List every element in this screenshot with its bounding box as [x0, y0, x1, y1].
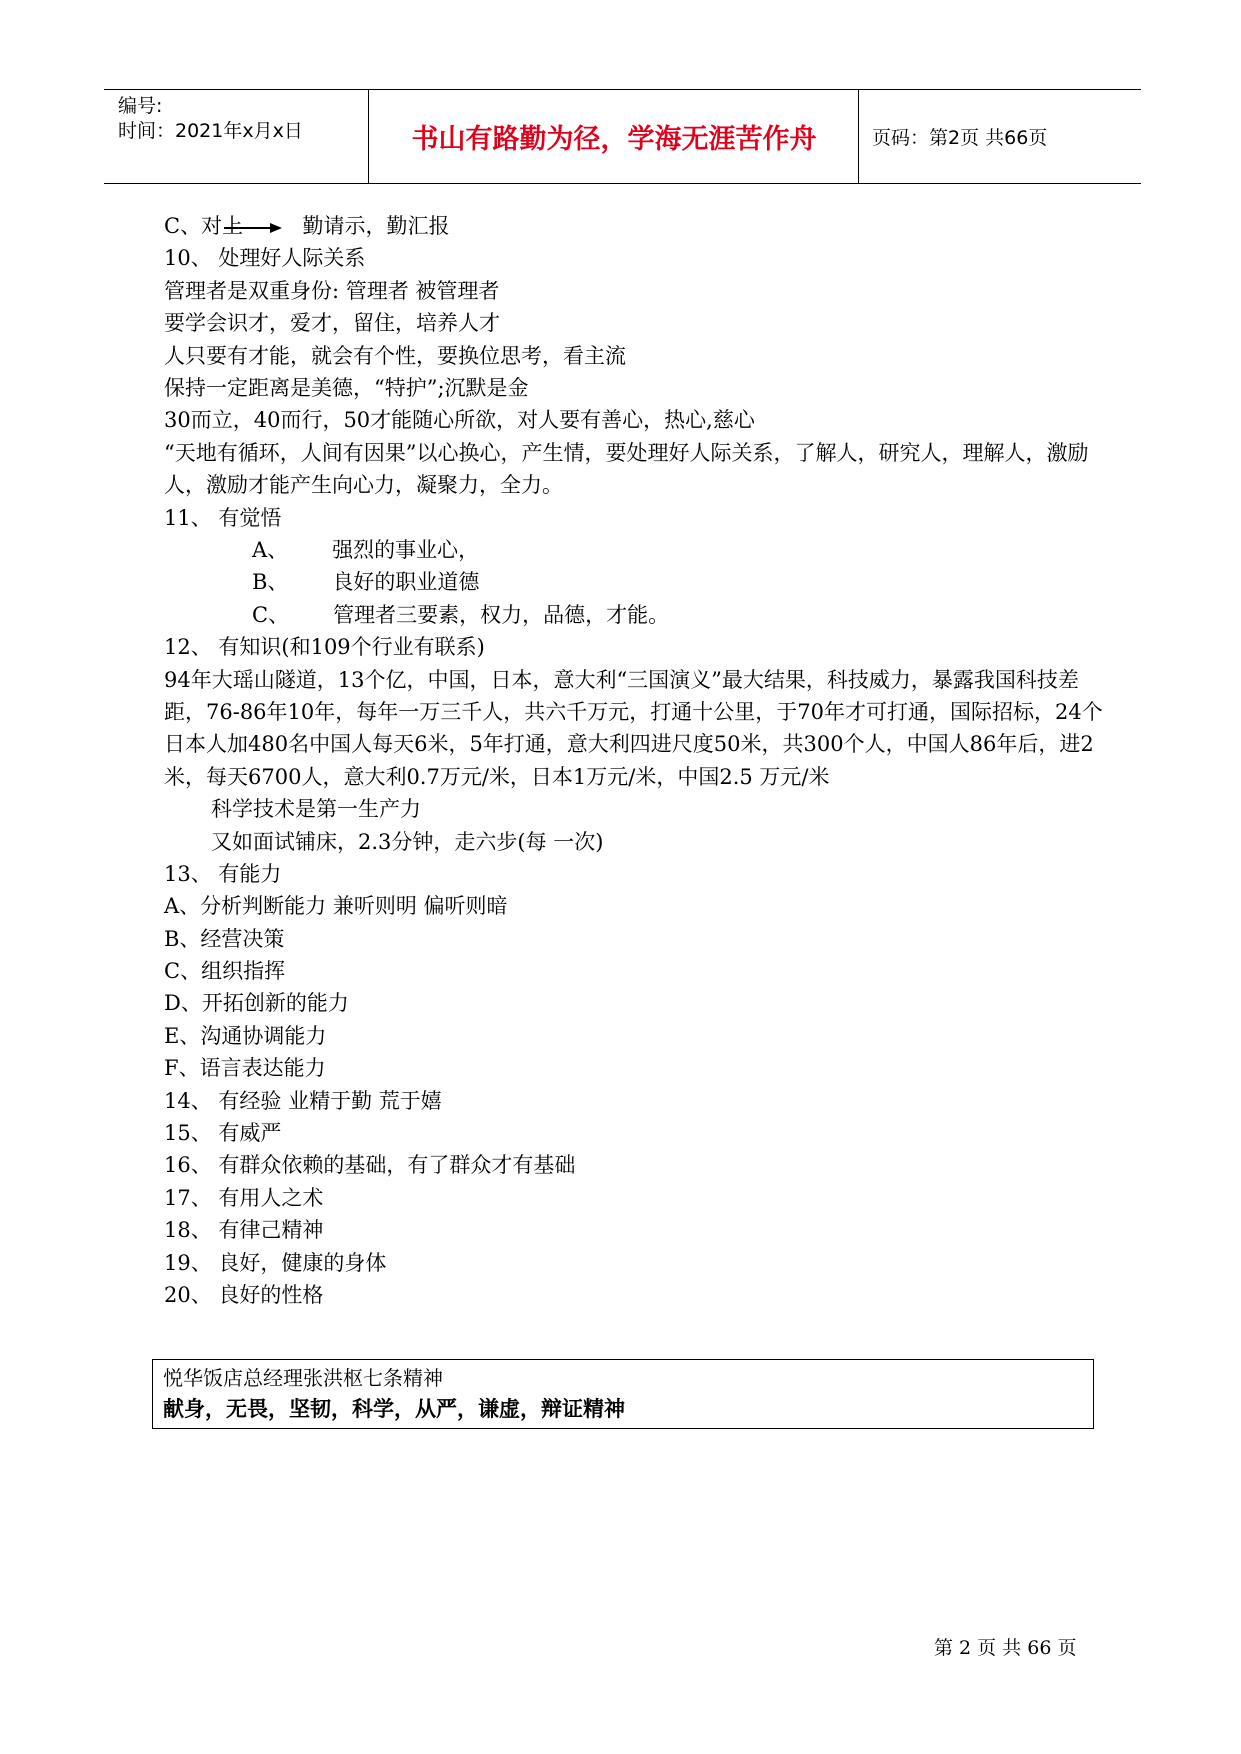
list-item-text: 强烈的事业心， — [332, 537, 480, 562]
section-heading: 12、 有知识(和109个行业有联系) — [164, 635, 485, 660]
time-label: 时间：2021年x月x日 — [118, 120, 303, 142]
section-heading: 19、 良好，健康的身体 — [164, 1250, 387, 1275]
section-heading: 16、 有群众依赖的基础，有了群众才有基础 — [164, 1153, 576, 1178]
section-heading: 13、 有能力 — [164, 861, 282, 886]
section-heading: 15、 有威严 — [164, 1121, 282, 1146]
header-divider — [858, 90, 859, 183]
document-body — [164, 210, 1104, 1311]
list-item: A、分析判断能力 兼听则明 偏听则暗 — [164, 894, 508, 919]
text-line: 30而立，40而行，50才能随心所欲，对人要有善心，热心,慈心 — [164, 408, 755, 433]
box-content: 献身，无畏，坚韧，科学，从严，谦虚，辩证精神 — [163, 1397, 625, 1421]
text-paragraph: “天地有循环，人间有因果”以心换心，产生情，要处理好人际关系，了解人，研究人，理解人，激励人，激励才能产生向心力，凝聚力，全力。 — [164, 440, 1089, 498]
list-item-text: 良好的职业道德 — [332, 570, 480, 595]
header-page-label: 页码：第2页 共66页 — [872, 127, 1048, 149]
section-heading: 10、 处理好人际关系 — [164, 246, 366, 271]
list-item: E、沟通协调能力 — [164, 1023, 327, 1048]
list-item: F、语言表达能力 — [164, 1056, 326, 1081]
text-line: 人只要有才能，就会有个性，要换位思考，看主流 — [164, 343, 626, 368]
section-heading: 11、 有觉悟 — [164, 505, 282, 530]
header-motto: 书山有路勤为径，学海无涯苦作舟 — [411, 124, 817, 155]
line-text: C、对上 — [164, 214, 244, 238]
list-marker: B、 — [252, 570, 289, 595]
text-paragraph: 94年大瑶山隧道，13个亿，中国，日本，意大利“三国演义”最大结果，科技威力，暴露我国科技差距，76-86年10年，每年一万三千人，共六千万元，打通十公里，于70年才可打通，国际招标，24个日本人加480名中国人每天6米，5年打通，意大利四进尺度50米，共300个人，中国人86年后，进2米，每天6700人，意大利0.7万元/米，日本1万元/米，中国2.5 万元/米 — [164, 667, 1103, 789]
text-line — [164, 210, 1104, 242]
text-line: 又如面试铺床，2.3分钟，走六步(每 一次) — [211, 829, 604, 854]
section-heading: 17、 有用人之术 — [164, 1185, 324, 1210]
list-item-text: 管理者三要素，权力，品德，才能。 — [333, 602, 670, 627]
page-footer: 第 2 页 共 66 页 — [934, 1637, 1077, 1659]
list-item — [164, 599, 1104, 631]
page-header — [104, 89, 1141, 184]
text-line: 管理者是双重身份: 管理者 被管理者 — [164, 278, 500, 303]
text-line: 要学会识才，爱才，留住，培养人才 — [164, 311, 500, 336]
section-heading: 18、 有律己精神 — [164, 1218, 324, 1243]
text-line: 科学技术是第一生产力 — [211, 797, 421, 822]
line-text: 勤请示，勤汇报 — [302, 214, 450, 238]
header-meta — [118, 94, 364, 144]
list-marker: C、 — [252, 602, 290, 627]
list-item — [164, 566, 1104, 598]
list-item: B、经营决策 — [164, 926, 285, 951]
number-label: 编号: — [118, 95, 163, 117]
spirit-box — [152, 1359, 1094, 1429]
list-item: C、组织指挥 — [164, 959, 286, 984]
list-marker: A、 — [252, 537, 289, 562]
list-item: D、开拓创新的能力 — [164, 991, 349, 1016]
section-heading: 20、 良好的性格 — [164, 1282, 324, 1307]
box-title: 悦华饭店总经理张洪枢七条精神 — [163, 1366, 443, 1390]
text-line: 保持一定距离是美德，“特护”;沉默是金 — [164, 375, 529, 400]
right-arrow-icon — [224, 222, 282, 234]
list-item — [164, 534, 1104, 566]
header-divider — [368, 90, 369, 183]
section-heading: 14、 有经验 业精于勤 荒于嬉 — [164, 1088, 442, 1113]
